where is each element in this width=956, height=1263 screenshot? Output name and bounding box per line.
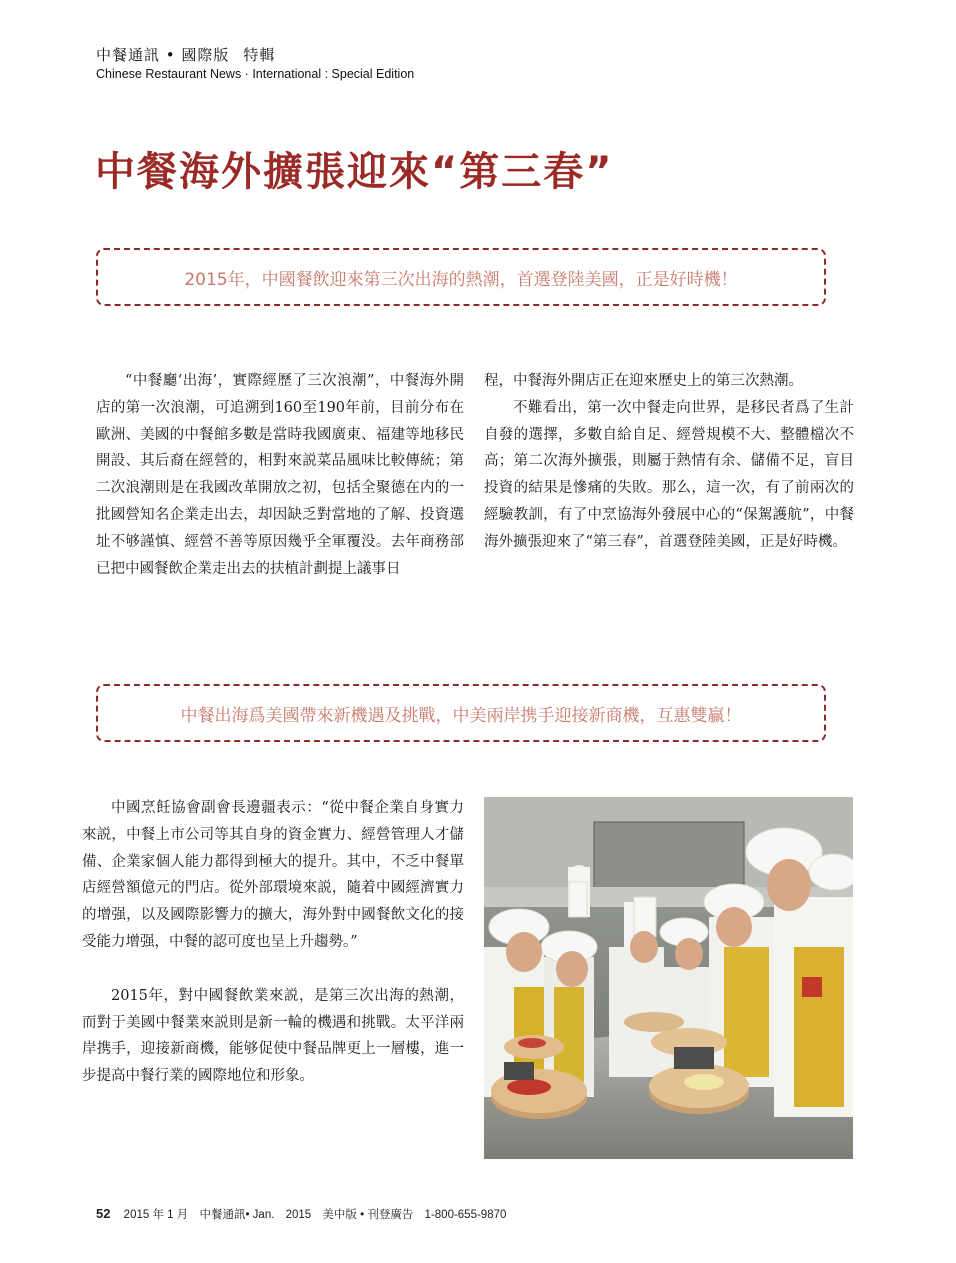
masthead-zh [96, 44, 414, 65]
page-footer [96, 1206, 514, 1222]
photo-illustration [484, 797, 853, 1159]
paragraph: 不難看出，第一次中餐走向世界，是移民者爲了生計自發的選擇，多數自給自足、經營規模不大、整體檔次不高；第二次海外擴張，則屬于熱情有余、儲備不足，盲目投資的結果是慘痛的失敗。那么，這一次，有了前兩次的經驗教訓，有了中烹協海外發展中心的“保駕護航”，中餐海外擴張迎來了“第三春”，首選登陸美國，正是好時機。 [484, 399, 854, 550]
body-column-2 [484, 368, 854, 556]
callout-text-1: 2015年，中國餐飲迎來第三次出海的熱潮，首選登陸美國，正是好時機！ [184, 269, 738, 290]
article-title: 中餐海外擴張迎來“第三春” [95, 149, 614, 195]
paragraph: “中餐廳‘出海’，實際經歷了三次浪潮”，中餐海外開店的第一次浪潮，可追溯到160至190年前，目前分布在歐洲、美國的中餐館多數是當時我國廣東、福建等地移民開設、其后裔在經營的，相對來説菜品風味比較傳統；第二次浪潮則是在我國改革開放之初，包括全聚德在内的一批國營知名企業走出去，却因缺乏對當地的了解、投資選址不够謹慎、經營不善等原因幾乎全軍覆没。去年商務部已把中國餐飲企業走出去的扶植計劃提上議事日 [96, 373, 464, 577]
masthead-en: Chinese Restaurant News · International : Special Edition [96, 67, 415, 81]
footer-edition: 美中版 • 刊登廣告 [322, 1209, 414, 1221]
footer-year: 2015 [285, 1209, 312, 1221]
section-label: 特輯 [243, 46, 276, 64]
paragraph: 2015年，對中國餐飲業來説，是第三次出海的熱潮，而對于美國中餐業來説則是新一輪的機遇和挑戰。太平洋兩岸携手，迎接新商機，能够促使中餐品牌更上一層樓，進一步提高中餐行業的國際地位和形象。 [82, 987, 464, 1085]
kitchen-photo [484, 797, 853, 1159]
footer-publication: 中餐通訊• Jan. [199, 1209, 275, 1221]
body-column-3 [82, 795, 464, 1090]
callout-box-2 [96, 684, 826, 742]
footer-phone: 1-800-655-9870 [424, 1209, 507, 1221]
footer-date: 2015 年 1 月 [123, 1209, 189, 1221]
page-number: 52 [96, 1206, 111, 1221]
paragraph: 中國烹飪協會副會長邊疆表示：“從中餐企業自身實力來説，中餐上市公司等其自身的資金實力、經營管理人才儲備、企業家個人能力都得到極大的提升。其中，不乏中餐單店經營額億元的門店。從外部環境來説，隨着中國經濟實力的增强，以及國際影響力的擴大，海外對中國餐飲文化的接受能力增强，中餐的認可度也呈上升趨勢。” [82, 800, 464, 950]
masthead [96, 44, 414, 81]
body-column-1 [96, 368, 464, 582]
callout-box-1 [96, 248, 826, 306]
paragraph: 程，中餐海外開店正在迎來歷史上的第三次熱潮。 [484, 373, 803, 389]
callout-text-2: 中餐出海爲美國帶來新機遇及挑戰，中美兩岸携手迎接新商機，互惠雙贏！ [180, 705, 742, 726]
publication-name: 中餐通訊 • 國際版 [96, 46, 230, 64]
